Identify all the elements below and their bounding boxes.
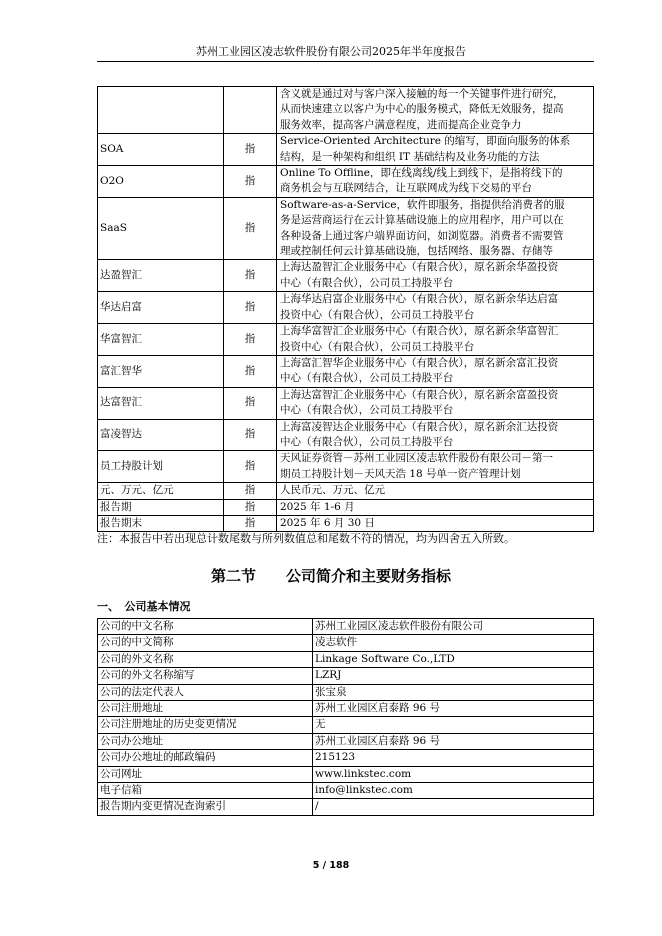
table-row (98, 292, 594, 324)
definition-text (277, 419, 594, 451)
definition-line: 上海达富智汇企业服务中心（有限合伙），原名新余富盈投资 (280, 388, 559, 401)
definition-line: 上海富汇智华企业服务中心（有限合伙），原名新余富汇投资 (280, 356, 559, 369)
definition-line: 理或控制任何云计算基础设施，包括网络、服务器、存储等 (280, 245, 553, 258)
definition-marker: 指 (224, 197, 277, 260)
definition-text (277, 166, 594, 198)
table-row (98, 635, 594, 651)
definition-term: 达富智汇 (98, 387, 224, 419)
definition-line: Software-as-a-Service，软件即服务，指提供给消费者的服 (280, 198, 565, 211)
definition-term: 报告期末 (98, 515, 224, 531)
definition-marker: 指 (224, 166, 277, 198)
table-row (98, 668, 594, 684)
info-value: 张宝泉 (313, 684, 594, 700)
definition-text (277, 483, 594, 499)
definition-line: 中心（有限合伙），公司员工持股平台 (280, 372, 454, 385)
definition-text (277, 197, 594, 260)
info-value: LZRJ (313, 668, 594, 684)
info-label: 报告期内变更情况查询索引 (98, 799, 313, 815)
table-row (98, 387, 594, 419)
definition-marker: 指 (224, 292, 277, 324)
header-rule (97, 61, 594, 62)
definition-text (277, 499, 594, 515)
table-row (98, 499, 594, 515)
definition-line: 中心（有限合伙），公司员工持股平台 (280, 404, 454, 417)
info-label: 公司注册地址的历史变更情况 (98, 717, 313, 733)
definition-line: 含义就是通过对与客户深入接触的每一个关键事件进行研究， (280, 88, 564, 100)
definition-term: 达盈智汇 (98, 260, 224, 292)
table-row (98, 733, 594, 749)
definition-line: 上海华富智汇企业服务中心（有限合伙），原名新余华富智汇 (280, 325, 559, 338)
table-row (98, 717, 594, 733)
definition-term: 元、万元、亿元 (98, 483, 224, 499)
info-label: 公司办公地址 (98, 733, 313, 749)
definition-marker: 指 (224, 499, 277, 515)
definition-term: 报告期 (98, 499, 224, 515)
definition-text (277, 451, 594, 483)
definition-marker (224, 87, 277, 134)
table-row (98, 483, 594, 499)
section-title: 第二节 公司简介和主要财务指标 (210, 567, 451, 585)
definition-text (277, 260, 594, 292)
info-label: 公司的外文名称缩写 (98, 668, 313, 684)
definition-line: 中心（有限合伙），公司员工持股平台 (280, 435, 454, 448)
definition-marker: 指 (224, 451, 277, 483)
table-row (98, 324, 594, 356)
info-value: 无 (313, 717, 594, 733)
definition-line: 务是运营商运行在云计算基础设施上的应用程序，用户可以在 (280, 214, 564, 227)
table-row (98, 451, 594, 483)
definition-text (277, 134, 594, 166)
info-label: 公司网址 (98, 766, 313, 782)
definition-line: 投资中心（有限合伙），公司员工持股平台 (280, 308, 475, 321)
info-label: 公司的中文简称 (98, 635, 313, 651)
info-value: 苏州工业园区凌志软件股份有限公司 (313, 619, 594, 635)
table-row (98, 651, 594, 667)
definition-line: 各种设备上通过客户端界面访问，如浏览器。消费者不需要管 (280, 229, 564, 242)
info-label: 公司办公地址的邮政编码 (98, 750, 313, 766)
definition-line: 期员工持股计划－天风天浩 18 号单一资产管理计划 (280, 467, 521, 480)
definition-line: 上海华达启富企业服务中心（有限合伙），原名新余华达启富 (280, 293, 559, 306)
definition-marker: 指 (224, 387, 277, 419)
info-value: 凌志软件 (313, 635, 594, 651)
info-value: www.linkstec.com (313, 766, 594, 782)
info-label: 电子信箱 (98, 783, 313, 799)
definition-marker: 指 (224, 515, 277, 531)
rounding-note: 注：本报告中若出现总计数尾数与所列数值总和尾数不符的情况，均为四舍五入所致。 (97, 532, 515, 545)
table-row (98, 783, 594, 799)
definition-text (277, 324, 594, 356)
definition-line: 服务效率，提高客户满意程度，进而提高企业竞争力 (280, 118, 522, 131)
definition-line: 结构，是一种架构和组织 IT 基础结构及业务功能的方法 (280, 150, 540, 163)
page-number: 5 / 188 (312, 860, 350, 871)
definition-text (277, 292, 594, 324)
page-header: 苏州工业园区凌志软件股份有限公司2025年半年度报告 (196, 45, 466, 58)
definition-marker: 指 (224, 324, 277, 356)
definition-term: SaaS (98, 197, 224, 260)
info-label: 公司注册地址 (98, 701, 313, 717)
company-info-table (97, 618, 594, 816)
definition-line: 中心（有限合伙），公司员工持股平台 (280, 276, 454, 289)
definition-text (277, 87, 594, 134)
definition-term: SOA (98, 134, 224, 166)
definition-line: 从而快速建立以客户为中心的服务模式，降低无效服务，提高 (280, 103, 564, 116)
definition-marker: 指 (224, 260, 277, 292)
definition-term: 华达启富 (98, 292, 224, 324)
info-value: 215123 (313, 750, 594, 766)
table-row (98, 197, 594, 260)
info-value: info@linkstec.com (313, 783, 594, 799)
definitions-table (97, 86, 594, 532)
definition-marker: 指 (224, 419, 277, 451)
definition-line: 上海达盈智汇企业服务中心（有限合伙），原名新余华盈投资 (280, 261, 559, 274)
definition-line: 2025 年 6 月 30 日 (280, 516, 375, 529)
table-row (98, 355, 594, 387)
definition-line: 2025 年 1-6 月 (280, 500, 355, 513)
definition-term: 华富智汇 (98, 324, 224, 356)
definition-text (277, 387, 594, 419)
info-label: 公司的外文名称 (98, 651, 313, 667)
definition-marker: 指 (224, 355, 277, 387)
table-row (98, 684, 594, 700)
info-label: 公司的中文名称 (98, 619, 313, 635)
info-label: 公司的法定代表人 (98, 684, 313, 700)
table-row (98, 701, 594, 717)
table-row (98, 134, 594, 166)
table-row (98, 750, 594, 766)
table-row (98, 619, 594, 635)
definition-term (98, 87, 224, 134)
definition-term: 富凌智达 (98, 419, 224, 451)
table-row (98, 166, 594, 198)
info-value: / (313, 799, 594, 815)
definition-line: 天风证券资管－苏州工业园区凌志软件股份有限公司－第一 (280, 452, 553, 465)
table-row (98, 419, 594, 451)
table-row (98, 260, 594, 292)
table-row (98, 799, 594, 815)
info-value: 苏州工业园区启泰路 96 号 (313, 701, 594, 717)
definition-term: 富汇智华 (98, 355, 224, 387)
info-value: Linkage Software Co.,LTD (313, 651, 594, 667)
definition-line: Online To Offline，即在线离线/线上到线下，是指将线下的 (280, 167, 563, 180)
definition-term: 员工持股计划 (98, 451, 224, 483)
definition-line: 人民币元、万元、亿元 (280, 484, 385, 497)
definition-marker: 指 (224, 483, 277, 499)
definition-text (277, 355, 594, 387)
table-row (98, 766, 594, 782)
definition-marker: 指 (224, 134, 277, 166)
definition-term: O2O (98, 166, 224, 198)
definition-line: Service-Oriented Architecture 的缩写，即面向服务的体系 (280, 135, 571, 148)
definition-line: 投资中心（有限合伙），公司员工持股平台 (280, 340, 475, 353)
table-row (98, 87, 594, 134)
definition-line: 上海富凌智达企业服务中心（有限合伙），原名新余汇达投资 (280, 420, 559, 433)
subsection-title: 一、 公司基本情况 (97, 600, 191, 613)
info-value: 苏州工业园区启泰路 96 号 (313, 733, 594, 749)
definition-line: 商务机会与互联网结合，让互联网成为线下交易的平台 (280, 182, 532, 195)
